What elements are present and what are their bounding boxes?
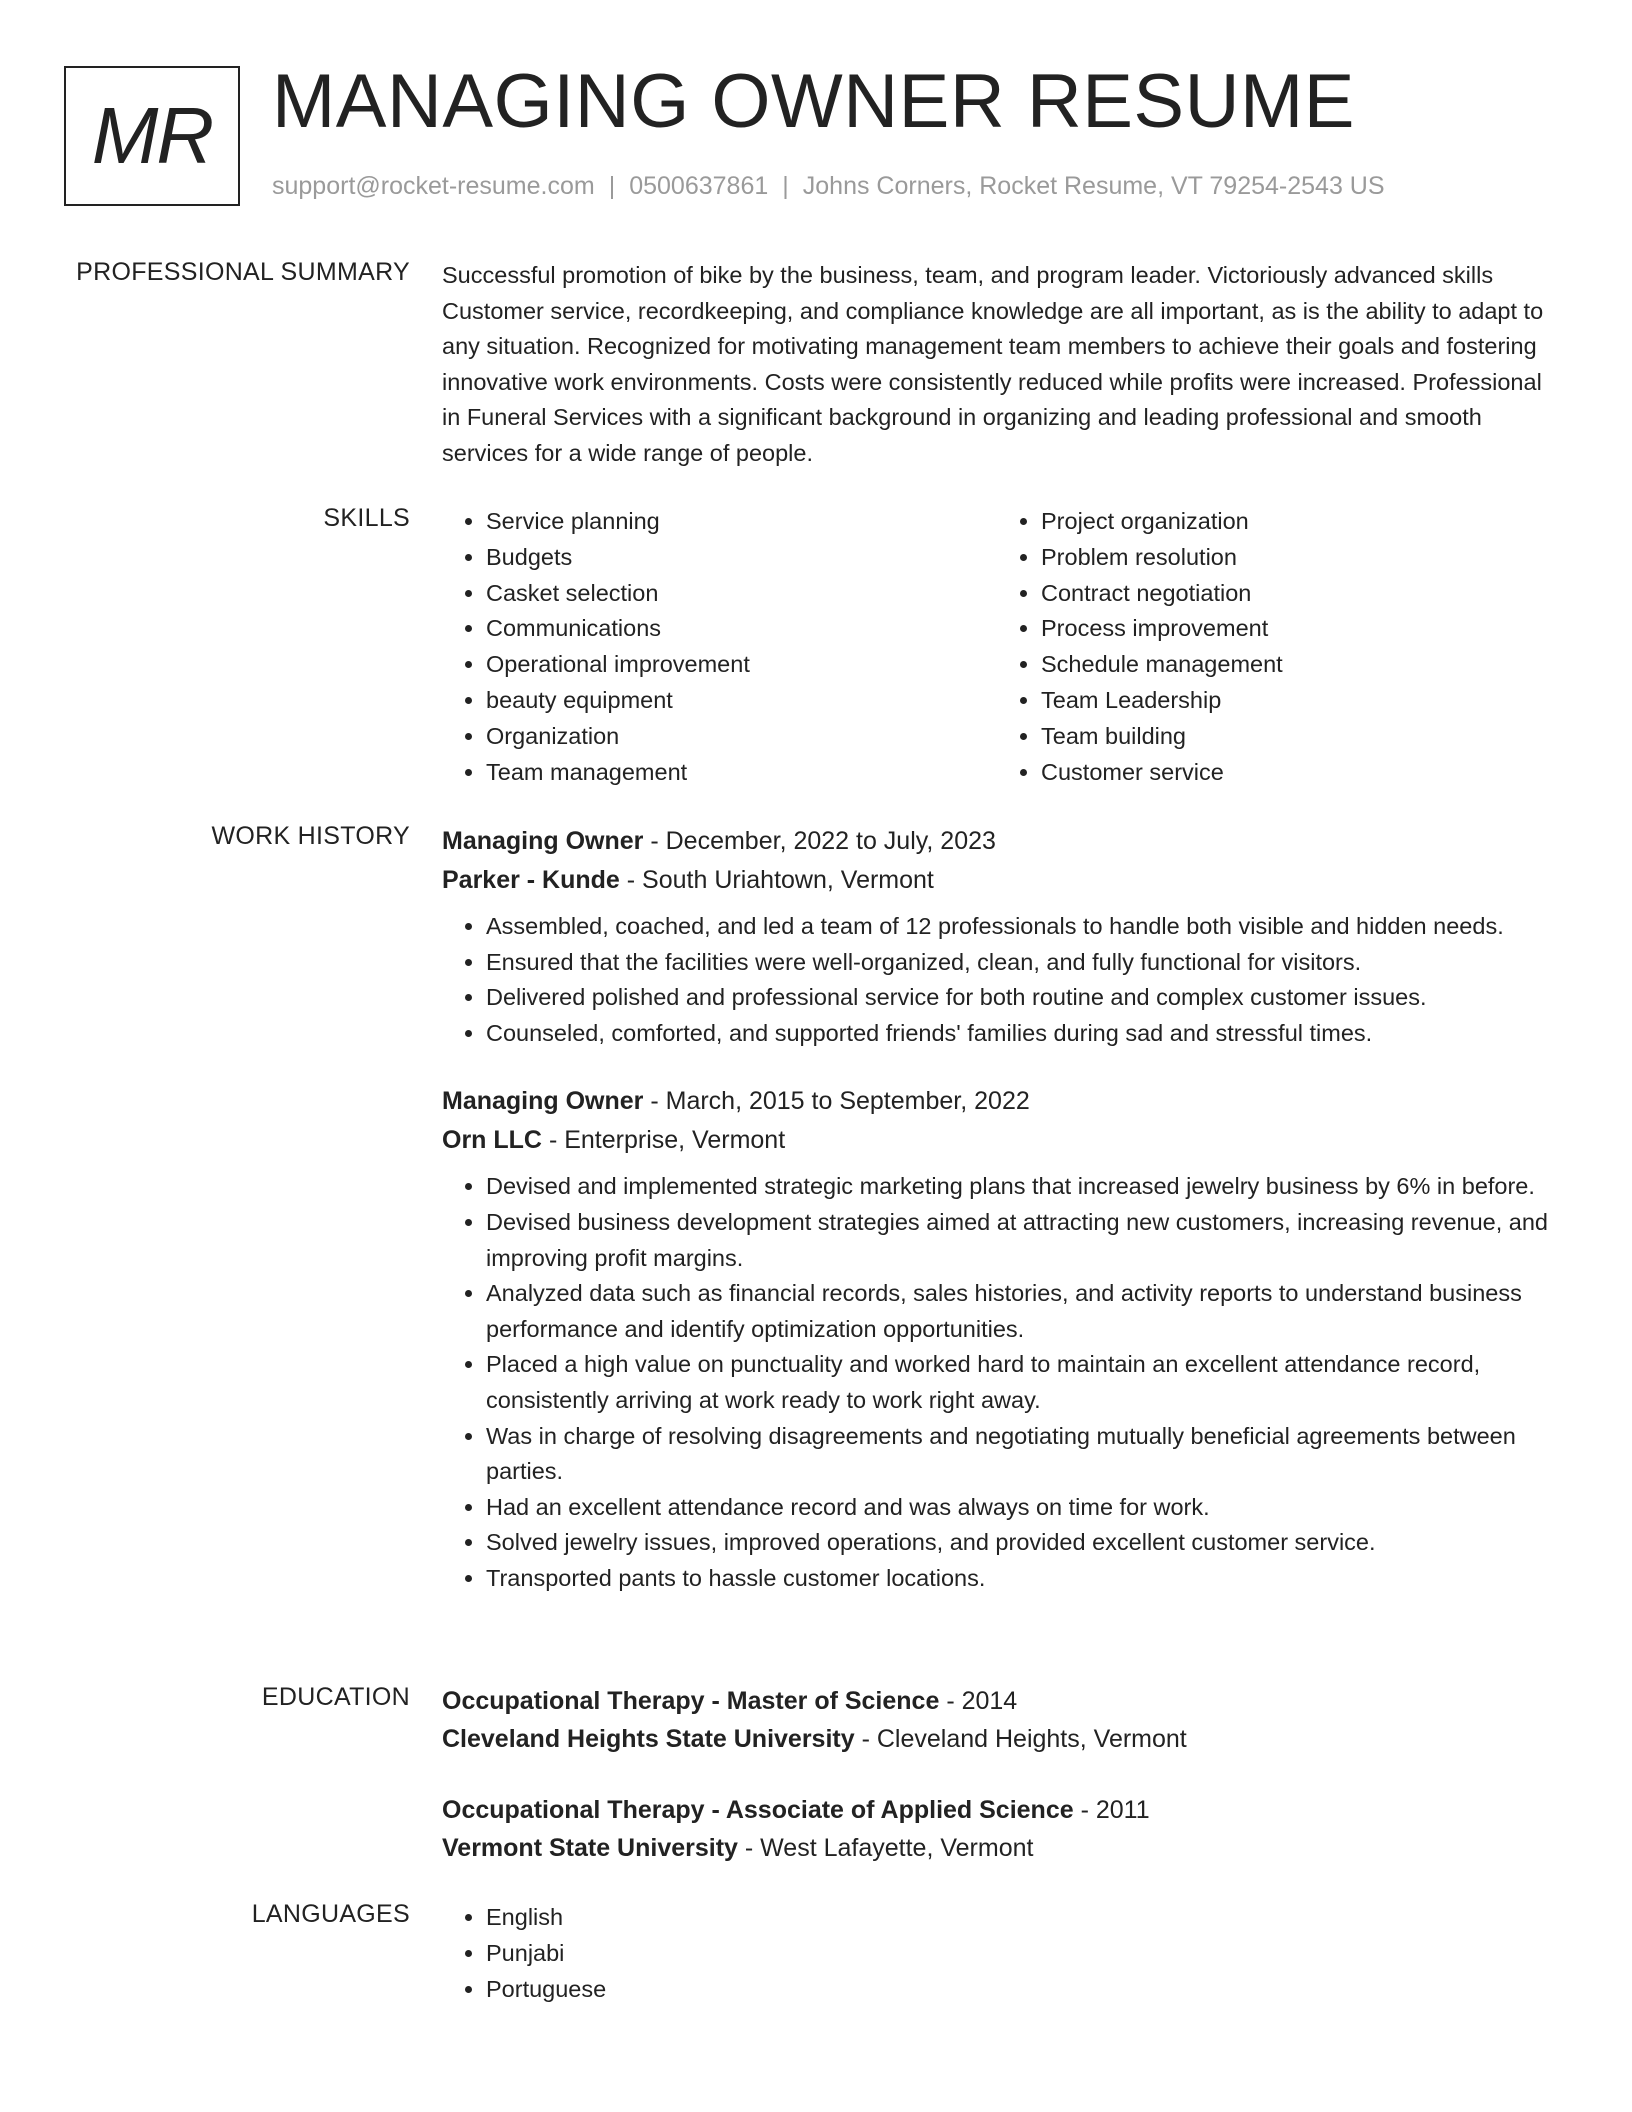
education-location: - Cleveland Heights, Vermont xyxy=(854,1724,1187,1753)
job-bullet: • Counseled, comforted, and supported friends' families during sad and stressful times. xyxy=(486,1016,1552,1052)
skill-item: • Budgets xyxy=(486,540,997,576)
job-company-line xyxy=(442,861,1552,900)
skill-item: • Team management xyxy=(486,755,997,791)
language-item: • English xyxy=(486,1900,1552,1936)
job-bullet: • Ensured that the facilities were well-organized, clean, and fully functional for visitors. xyxy=(486,945,1552,981)
job-company-line xyxy=(442,1121,1552,1160)
skill-item: • Team Leadership xyxy=(1041,683,1552,719)
job-bullet: • Devised and implemented strategic marketing plans that increased jewelry business by 6% in before. xyxy=(486,1169,1552,1205)
job-bullet: • Assembled, coached, and led a team of 12 professionals to handle both visible and hidden needs. xyxy=(486,909,1552,945)
contact-separator: | xyxy=(608,172,616,200)
skill-item: • Service planning xyxy=(486,504,997,540)
skill-item: • Process improvement xyxy=(1041,611,1552,647)
skills-list-left xyxy=(442,504,997,790)
job-title-line xyxy=(442,1082,1552,1121)
education-entry xyxy=(442,1792,1552,1867)
job-bullet: • Transported pants to hassle customer locations. xyxy=(486,1561,1552,1597)
skill-item: • Team building xyxy=(1041,719,1552,755)
job-bullet: • Devised business development strategies aimed at attracting new customers, increasing revenue, and improving profit margins. xyxy=(486,1205,1552,1276)
job-company: Parker - Kunde xyxy=(442,866,620,894)
education-school-line xyxy=(442,1830,1552,1868)
education-school: Cleveland Heights State University xyxy=(442,1724,855,1753)
skill-item: • Contract negotiation xyxy=(1041,576,1552,612)
education-school-line xyxy=(442,1721,1552,1759)
monogram-logo: MR xyxy=(64,66,240,206)
section-label-skills: SKILLS xyxy=(323,504,410,532)
education-degree-line xyxy=(442,1792,1552,1830)
contact-phone[interactable]: 0500637861 xyxy=(629,172,769,200)
skill-item: • Problem resolution xyxy=(1041,540,1552,576)
job-entry xyxy=(442,1082,1552,1596)
skill-item: • beauty equipment xyxy=(486,683,997,719)
language-item: • Portuguese xyxy=(486,1972,1552,2008)
contact-address: Johns Corners, Rocket Resume, VT 79254-2543 US xyxy=(802,172,1385,200)
skill-item: • Casket selection xyxy=(486,576,997,612)
job-bullet: • Placed a high value on punctuality and worked hard to maintain an excellent attendance record, consistently arriving at work ready to work right away. xyxy=(486,1347,1552,1418)
skill-item: • Operational improvement xyxy=(486,647,997,683)
skill-item: • Schedule management xyxy=(1041,647,1552,683)
job-entry xyxy=(442,822,1552,1051)
job-bullet: • Delivered polished and professional service for both routine and complex customer issues. xyxy=(486,980,1552,1016)
job-location: - South Uriahtown, Vermont xyxy=(619,866,934,894)
contact-line xyxy=(272,172,1385,201)
section-label-summary: PROFESSIONAL SUMMARY xyxy=(76,258,410,286)
section-label-languages: LANGUAGES xyxy=(251,1900,410,1928)
section-label-education: EDUCATION xyxy=(261,1683,410,1711)
skill-item: • Organization xyxy=(486,719,997,755)
language-item: • Punjabi xyxy=(486,1936,1552,1972)
job-bullet: • Analyzed data such as financial records, sales histories, and activity reports to understand business performance and identify optimization opportunities. xyxy=(486,1276,1552,1347)
education-year: - 2011 xyxy=(1073,1796,1150,1824)
education-entry xyxy=(442,1683,1552,1758)
skills-list-right xyxy=(997,504,1552,790)
contact-email[interactable]: support@rocket-resume.com xyxy=(272,172,595,200)
education-degree: Occupational Therapy - Associate of Applied Science xyxy=(442,1796,1074,1824)
languages-list xyxy=(442,1900,1552,2007)
contact-separator: | xyxy=(782,172,789,200)
job-title: Managing Owner xyxy=(442,1087,644,1116)
job-bullets xyxy=(442,1169,1552,1596)
job-bullets xyxy=(442,909,1552,1051)
job-title-line xyxy=(442,822,1552,861)
job-dates: - March, 2015 to September, 2022 xyxy=(643,1087,1030,1116)
education-location: - West Lafayette, Vermont xyxy=(737,1833,1034,1862)
job-bullet: • Solved jewelry issues, improved operations, and provided excellent customer service. xyxy=(486,1525,1552,1561)
skill-item: • Project organization xyxy=(1041,504,1552,540)
job-bullet: • Had an excellent attendance record and was always on time for work. xyxy=(486,1490,1552,1526)
education-degree-line xyxy=(442,1683,1552,1721)
summary-text: Successful promotion of bike by the business, team, and program leader. Victoriously advanced skills Customer service, recordkeeping, and compliance knowledge are all important, as is the ability to adapt to any situation. Recognized for motivating management team members to achieve their goals and fostering innovative work environments. Costs were consistently reduced while profits were increased. Professional in Funeral Services with a significant background in organizing and leading professional and smooth services for a wide range of people. xyxy=(442,262,1544,466)
education-year: - 2014 xyxy=(939,1687,1018,1715)
job-bullet: • Was in charge of resolving disagreements and negotiating mutually beneficial agreements between parties. xyxy=(486,1419,1552,1490)
job-dates: - December, 2022 to July, 2023 xyxy=(643,827,996,855)
education-school: Vermont State University xyxy=(442,1833,738,1862)
skill-item: • Communications xyxy=(486,611,997,647)
section-label-work-history: WORK HISTORY xyxy=(211,822,410,850)
job-title: Managing Owner xyxy=(442,827,644,855)
page-title: MANAGING OWNER RESUME xyxy=(272,59,1355,144)
job-company: Orn LLC xyxy=(442,1126,542,1155)
job-location: - Enterprise, Vermont xyxy=(542,1126,786,1155)
education-degree: Occupational Therapy - Master of Science xyxy=(442,1687,940,1715)
skill-item: • Customer service xyxy=(1041,755,1552,791)
